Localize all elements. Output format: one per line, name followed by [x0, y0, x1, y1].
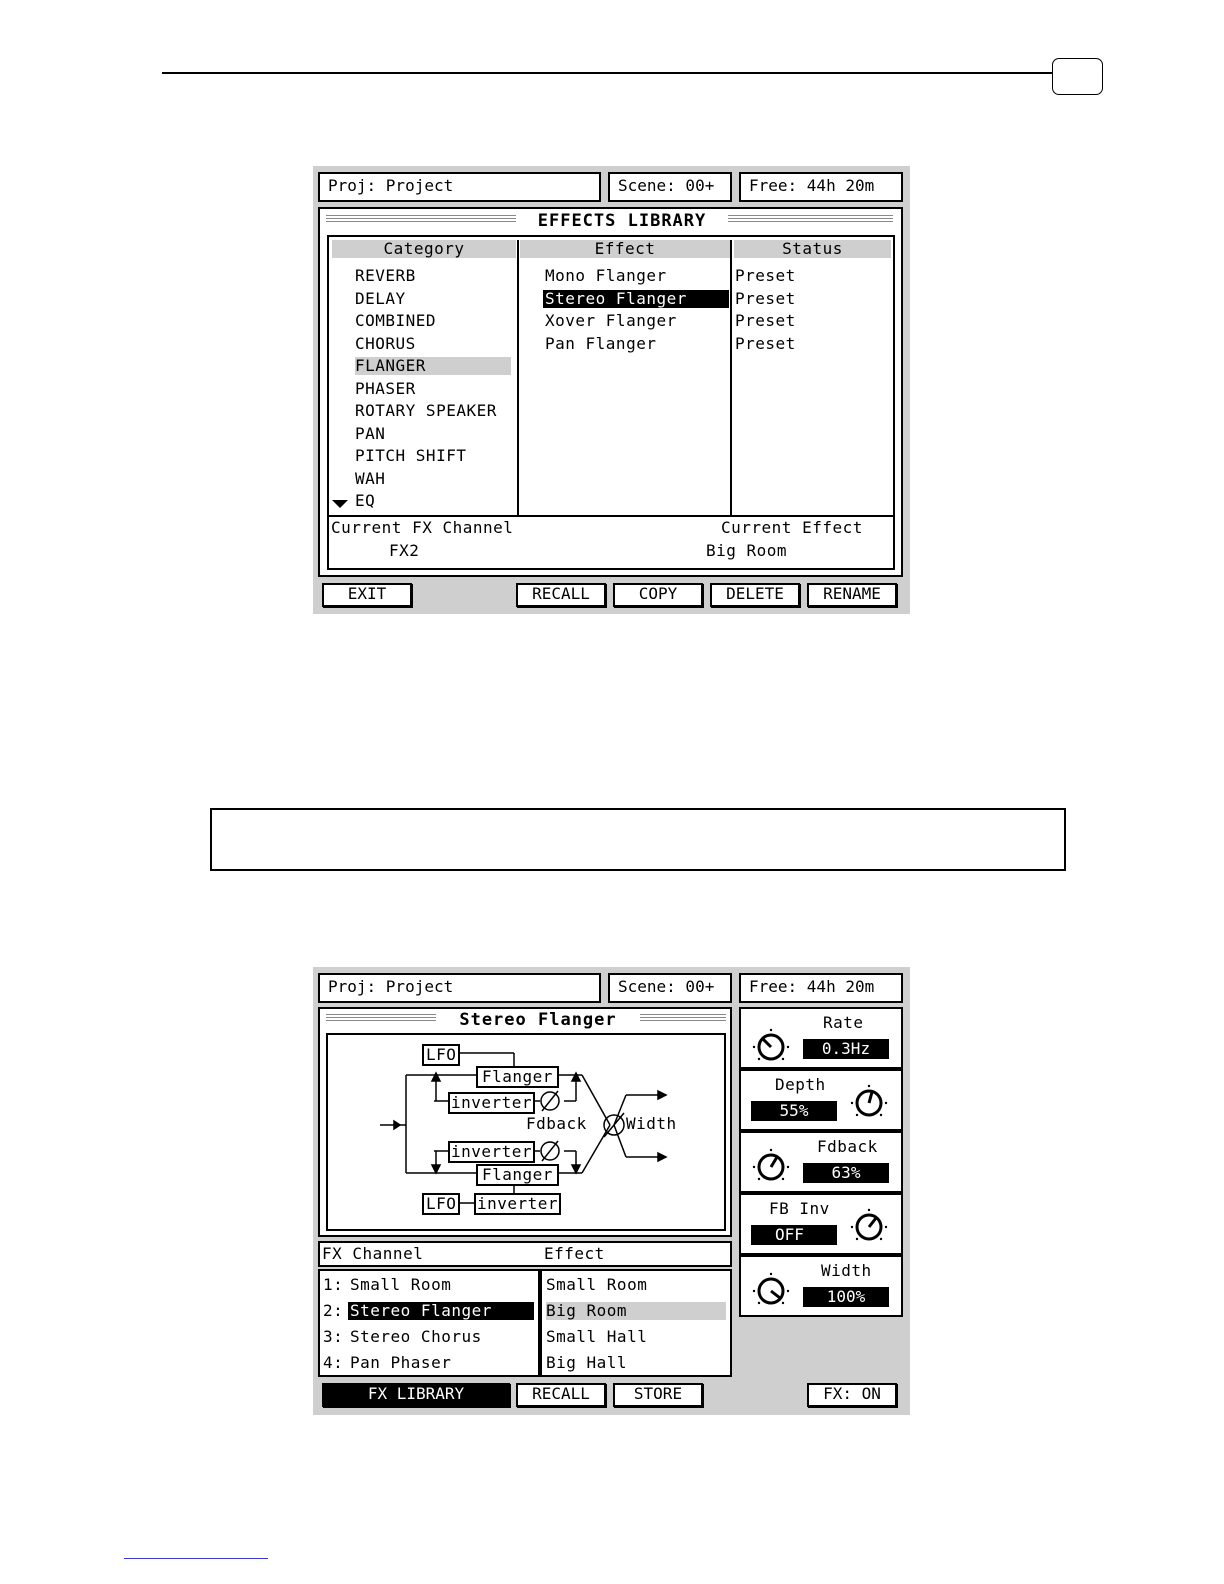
channel-effect-item[interactable]: Big Hall — [546, 1353, 628, 1372]
recall-button[interactable]: RECALL — [516, 583, 606, 607]
category-item[interactable]: PITCH SHIFT — [355, 446, 467, 465]
delete-button[interactable]: DELETE — [710, 583, 800, 607]
param-panel-depth[interactable] — [739, 1069, 903, 1131]
free-space-field: Free: 44h 20m — [739, 172, 903, 202]
copy-button[interactable]: COPY — [613, 583, 703, 607]
category-item[interactable]: REVERB — [355, 266, 416, 285]
effect-item[interactable]: Pan Flanger — [545, 334, 657, 353]
fdback-value: 63% — [803, 1163, 889, 1183]
fx-channel-list — [318, 1269, 540, 1377]
channel-effect-list — [540, 1269, 732, 1377]
inverter-block-mid: inverter — [448, 1141, 535, 1163]
depth-knob-icon[interactable] — [849, 1083, 889, 1123]
param-panel-fdback[interactable] — [739, 1131, 903, 1193]
width-label: Width — [626, 1114, 677, 1133]
effect-item-selected[interactable]: Stereo Flanger — [543, 290, 729, 308]
width-param-label: Width — [821, 1261, 872, 1280]
effect-item[interactable]: Mono Flanger — [545, 266, 667, 285]
note-frame — [210, 808, 1066, 871]
channel-item-selected[interactable]: Stereo Flanger — [348, 1302, 534, 1320]
scene-field: Scene: 00+ — [608, 172, 732, 202]
fx-on-button[interactable]: FX: ON — [807, 1383, 897, 1407]
category-item[interactable]: CHORUS — [355, 334, 416, 353]
category-item[interactable]: DELAY — [355, 289, 406, 308]
fb-inv-knob-icon[interactable] — [849, 1207, 889, 1247]
status-cell: Preset — [735, 289, 796, 308]
channel-number: 3: — [323, 1327, 344, 1346]
scene-field: Scene: 00+ — [608, 973, 732, 1003]
table-footer-rule — [329, 515, 893, 517]
fx-library-button[interactable]: FX LIBRARY — [322, 1383, 510, 1407]
channel-number: 1: — [323, 1275, 344, 1294]
exit-button[interactable]: EXIT — [322, 583, 412, 607]
category-item[interactable]: ROTARY SPEAKER — [355, 401, 497, 420]
page-title: EFFECTS LIBRARY — [516, 211, 728, 231]
column-header-status[interactable]: Status — [734, 240, 891, 258]
library-panel — [318, 207, 903, 577]
status-cell: Preset — [735, 311, 796, 330]
category-item[interactable]: PAN — [355, 424, 386, 443]
fb-inv-value: OFF — [751, 1225, 837, 1245]
fdback-knob-icon[interactable] — [751, 1147, 791, 1187]
effect-diagram-panel — [318, 1007, 732, 1237]
param-panel-width[interactable] — [739, 1255, 903, 1317]
fb-inv-label: FB Inv — [769, 1199, 830, 1218]
library-table — [327, 235, 895, 570]
category-item-selected[interactable]: FLANGER — [355, 357, 511, 375]
effect-edit-screen — [313, 967, 910, 1415]
list-header — [318, 1241, 732, 1267]
current-effect-value: Big Room — [706, 541, 788, 560]
page-number-tab — [1052, 58, 1103, 95]
current-effect-label: Current Effect — [721, 518, 863, 537]
channel-item[interactable]: Small Room — [350, 1275, 452, 1294]
fdback-label: Fdback — [526, 1114, 587, 1133]
current-channel-value: FX2 — [389, 541, 420, 560]
signal-flow-diagram — [326, 1033, 726, 1231]
column-divider — [730, 240, 732, 515]
project-field: Proj: Project — [318, 973, 601, 1003]
depth-label: Depth — [775, 1075, 826, 1094]
scroll-down-arrow-icon[interactable] — [332, 499, 348, 509]
effects-library-screen — [313, 166, 910, 614]
channel-number: 4: — [323, 1353, 344, 1372]
effect-title: Stereo Flanger — [436, 1010, 640, 1030]
category-item[interactable]: PHASER — [355, 379, 416, 398]
status-cell: Preset — [735, 334, 796, 353]
param-panel-rate[interactable] — [739, 1007, 903, 1069]
header-rule — [162, 72, 1052, 74]
channel-item[interactable]: Pan Phaser — [350, 1353, 452, 1372]
channel-effect-item-selected[interactable]: Big Room — [546, 1302, 726, 1320]
inverter-block-bottom: inverter — [474, 1193, 561, 1215]
category-item[interactable]: EQ — [355, 491, 376, 510]
depth-value: 55% — [751, 1101, 837, 1121]
inverter-block-top: inverter — [448, 1092, 535, 1114]
category-item[interactable]: COMBINED — [355, 311, 437, 330]
fdback-param-label: Fdback — [817, 1137, 878, 1156]
channel-number: 2: — [323, 1301, 344, 1320]
flanger-block-top: Flanger — [476, 1066, 559, 1088]
fx-channel-header: FX Channel — [322, 1244, 424, 1263]
flanger-block-bottom: Flanger — [476, 1164, 559, 1186]
recall-button[interactable]: RECALL — [516, 1383, 606, 1407]
lfo-block-bottom: LFO — [422, 1193, 460, 1215]
footer-link-line — [124, 1558, 268, 1559]
rate-value: 0.3Hz — [803, 1039, 889, 1059]
channel-item[interactable]: Stereo Chorus — [350, 1327, 482, 1346]
current-channel-label: Current FX Channel — [331, 518, 514, 537]
rate-knob-icon[interactable] — [751, 1027, 791, 1067]
store-button[interactable]: STORE — [613, 1383, 703, 1407]
param-panel-fb-inv[interactable] — [739, 1193, 903, 1255]
channel-effect-item[interactable]: Small Hall — [546, 1327, 648, 1346]
effect-item[interactable]: Xover Flanger — [545, 311, 677, 330]
lfo-block-top: LFO — [422, 1044, 460, 1066]
free-space-field: Free: 44h 20m — [739, 973, 903, 1003]
column-header-category[interactable]: Category — [332, 240, 516, 258]
channel-effect-item[interactable]: Small Room — [546, 1275, 648, 1294]
width-value: 100% — [803, 1287, 889, 1307]
category-item[interactable]: WAH — [355, 469, 386, 488]
rate-label: Rate — [823, 1013, 864, 1032]
column-divider — [517, 240, 519, 515]
effect-header: Effect — [544, 1244, 605, 1263]
width-knob-icon[interactable] — [751, 1271, 791, 1311]
column-header-effect[interactable]: Effect — [520, 240, 730, 258]
project-field: Proj: Project — [318, 172, 601, 202]
status-cell: Preset — [735, 266, 796, 285]
rename-button[interactable]: RENAME — [807, 583, 897, 607]
